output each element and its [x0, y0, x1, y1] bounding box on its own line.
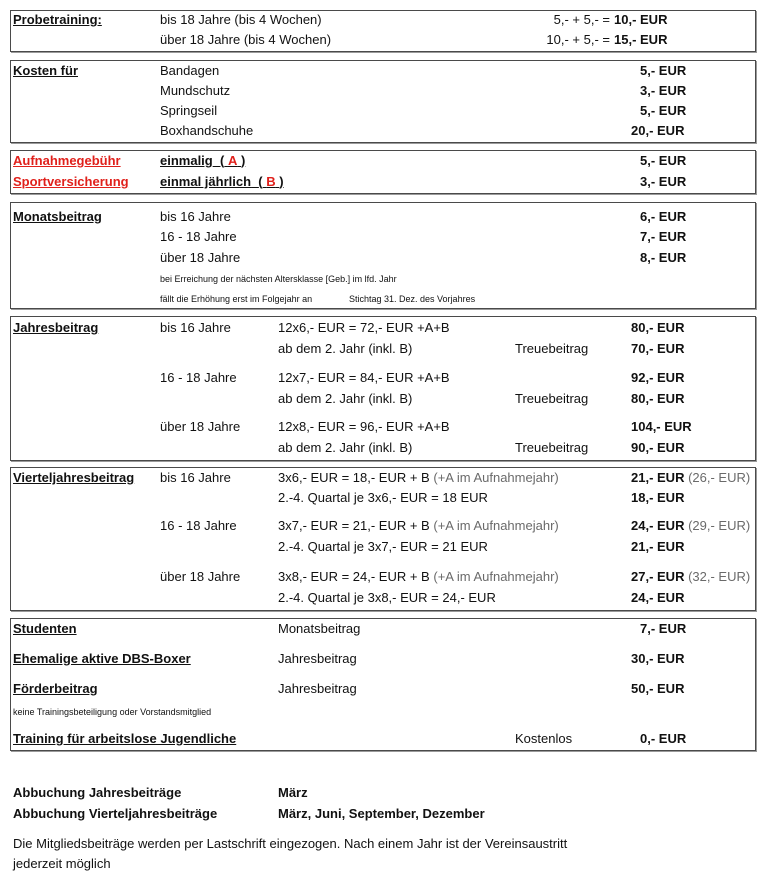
monatsbeitrag-price-1: 6,- EUR — [640, 209, 687, 224]
probetraining-price-2: 15,- EUR — [614, 32, 668, 47]
studenten-price: 7,- EUR — [640, 621, 687, 636]
jahresbeitrag-price2-1: 70,- EUR — [631, 341, 685, 356]
abbuchung-jahr-label: Abbuchung Jahresbeiträge — [13, 785, 182, 800]
abbuchung-viertel-value: März, Juni, September, Dezember — [278, 806, 485, 821]
probetraining-calc-2: 10,- + 5,- = — [546, 32, 610, 47]
monatsbeitrag-age-1: bis 16 Jahre — [160, 209, 231, 224]
probetraining-price-1: 10,- EUR — [614, 12, 668, 27]
viertel-price-note-3: (32,- EUR) — [688, 569, 751, 584]
studenten-label: Studenten — [13, 621, 77, 636]
sportversicherung-desc — [160, 174, 284, 190]
probetraining-calc-1: 5,- + 5,- = — [553, 12, 610, 27]
viertel-calc2-2: 2.-4. Quartal je 3x7,- EUR = 21 EUR — [278, 539, 488, 554]
monatsbeitrag-age-2: 16 - 18 Jahre — [160, 229, 237, 244]
dbs-boxer-type: Jahresbeitrag — [278, 651, 357, 666]
viertel-age-1: bis 16 Jahre — [160, 470, 231, 485]
foerderbeitrag-note: keine Trainingsbeteiligung oder Vorstandsmitglied — [13, 707, 212, 717]
monatsbeitrag-note-2a: fällt die Erhöhung erst im Folgejahr an — [160, 294, 313, 304]
monatsbeitrag-label: Monatsbeitrag — [13, 209, 102, 224]
viertel-price-note-2: (29,- EUR) — [688, 518, 751, 533]
jahresbeitrag-age-3: über 18 Jahre — [160, 419, 241, 434]
viertel-calc-text-2: 3x7,- EUR = 21,- EUR + B — [278, 518, 430, 533]
viertel-price-note-1: (26,- EUR) — [688, 470, 751, 485]
viertel-calc-note-2: (+A im Aufnahmejahr) — [433, 518, 559, 533]
probetraining-desc-2: über 18 Jahre (bis 4 Wochen) — [160, 32, 332, 47]
aufnahmegebuehr-desc-text: einmalig — [160, 153, 213, 168]
dbs-boxer-price: 30,- EUR — [631, 651, 685, 666]
monatsbeitrag-price-3: 8,- EUR — [640, 250, 687, 265]
jahresbeitrag-tag-3: Treuebeitrag — [515, 440, 589, 455]
aufnahmegebuehr-label: Aufnahmegebühr — [13, 153, 121, 168]
studenten-type: Monatsbeitrag — [278, 621, 361, 636]
jahresbeitrag-price2-2: 80,- EUR — [631, 391, 685, 406]
jahresbeitrag-label: Jahresbeitrag — [13, 320, 99, 335]
training-price: 0,- EUR — [640, 731, 687, 746]
viertel-price2-1: 18,- EUR — [631, 490, 685, 505]
viertel-age-2: 16 - 18 Jahre — [160, 518, 237, 533]
training-type: Kostenlos — [515, 731, 573, 746]
jahresbeitrag-tag-1: Treuebeitrag — [515, 341, 589, 356]
kosten-price-mundschutz: 3,- EUR — [640, 83, 687, 98]
kosten-price-bandagen: 5,- EUR — [640, 63, 687, 78]
abbuchung-viertel-label: Abbuchung Vierteljahresbeiträge — [13, 806, 218, 821]
viertel-age-3: über 18 Jahre — [160, 569, 241, 584]
kosten-item-springseil: Springseil — [160, 103, 218, 118]
jahresbeitrag-calc2-2: ab dem 2. Jahr (inkl. B) — [278, 391, 413, 406]
viertel-price-value-2: 24,- EUR — [631, 518, 685, 533]
viertel-calc-2 — [278, 518, 559, 534]
aufnahmegebuehr-desc — [160, 153, 245, 169]
footer-note-line-1: Die Mitgliedsbeiträge werden per Lastschrift eingezogen. Nach einem Jahr ist der Vereinsaustritt — [13, 836, 568, 851]
aufnahmegebuehr-code: A — [227, 153, 238, 168]
aufnahmegebuehr-paren-close: ) — [240, 153, 246, 168]
viertel-calc2-1: 2.-4. Quartal je 3x6,- EUR = 18 EUR — [278, 490, 488, 505]
jahresbeitrag-price-3: 104,- EUR — [631, 419, 692, 434]
viertel-price2-2: 21,- EUR — [631, 539, 685, 554]
jahresbeitrag-age-1: bis 16 Jahre — [160, 320, 231, 335]
sportversicherung-paren-close: ) — [279, 174, 284, 189]
aufnahmegebuehr-price: 5,- EUR — [640, 153, 687, 168]
sportversicherung-code: B — [266, 174, 276, 189]
jahresbeitrag-calc-1: 12x6,- EUR = 72,- EUR +A+B — [278, 320, 450, 335]
jahresbeitrag-calc-3: 12x8,- EUR = 96,- EUR +A+B — [278, 419, 450, 434]
jahresbeitrag-tag-2: Treuebeitrag — [515, 391, 589, 406]
jahresbeitrag-calc2-1: ab dem 2. Jahr (inkl. B) — [278, 341, 413, 356]
dbs-boxer-label: Ehemalige aktive DBS-Boxer — [13, 651, 191, 666]
jahresbeitrag-calc2-3: ab dem 2. Jahr (inkl. B) — [278, 440, 413, 455]
probetraining-desc-1: bis 18 Jahre (bis 4 Wochen) — [160, 12, 322, 27]
sportversicherung-label: Sportversicherung — [13, 174, 129, 189]
viertel-price-3 — [631, 569, 750, 585]
monatsbeitrag-note-2b: Stichtag 31. Dez. des Vorjahres — [349, 294, 476, 304]
viertel-calc-note-3: (+A im Aufnahmejahr) — [433, 569, 559, 584]
monatsbeitrag-note-1: bei Erreichung der nächsten Altersklasse [Geb.] im lfd. Jahr — [160, 274, 397, 284]
kosten-item-boxhandschuhe: Boxhandschuhe — [160, 123, 254, 138]
viertel-calc2-3: 2.-4. Quartal je 3x8,- EUR = 24,- EUR — [278, 590, 496, 605]
jahresbeitrag-price-1: 80,- EUR — [631, 320, 685, 335]
foerderbeitrag-label: Förderbeitrag — [13, 681, 98, 696]
kosten-price-boxhandschuhe: 20,- EUR — [631, 123, 685, 138]
viertel-calc-text-3: 3x8,- EUR = 24,- EUR + B — [278, 569, 430, 584]
monatsbeitrag-price-2: 7,- EUR — [640, 229, 687, 244]
jahresbeitrag-price-2: 92,- EUR — [631, 370, 685, 385]
viertel-calc-text-1: 3x6,- EUR = 18,- EUR + B — [278, 470, 430, 485]
footer-note-line-2: jederzeit möglich — [13, 856, 111, 871]
kosten-price-springseil: 5,- EUR — [640, 103, 687, 118]
training-label: Training für arbeitslose Jugendliche — [13, 731, 237, 746]
viertel-calc-note-1: (+A im Aufnahmejahr) — [433, 470, 559, 485]
jahresbeitrag-price2-3: 90,- EUR — [631, 440, 685, 455]
aufnahmegebuehr-paren-open: ( — [219, 153, 225, 168]
viertel-calc-1 — [278, 470, 559, 486]
sportversicherung-paren-open: ( — [258, 174, 263, 189]
viertel-price2-3: 24,- EUR — [631, 590, 685, 605]
probetraining-label: Probetraining: — [13, 12, 102, 27]
foerderbeitrag-type: Jahresbeitrag — [278, 681, 357, 696]
jahresbeitrag-calc-2: 12x7,- EUR = 84,- EUR +A+B — [278, 370, 450, 385]
foerderbeitrag-price: 50,- EUR — [631, 681, 685, 696]
viertel-price-value-1: 21,- EUR — [631, 470, 685, 485]
viertel-price-2 — [631, 518, 750, 534]
monatsbeitrag-age-3: über 18 Jahre — [160, 250, 241, 265]
jahresbeitrag-age-2: 16 - 18 Jahre — [160, 370, 237, 385]
viertel-price-value-3: 27,- EUR — [631, 569, 685, 584]
abbuchung-jahr-value: März — [278, 785, 308, 800]
kosten-item-mundschutz: Mundschutz — [160, 83, 231, 98]
viertel-price-1 — [631, 470, 750, 486]
sportversicherung-desc-text: einmal jährlich — [160, 174, 252, 189]
kosten-label: Kosten für — [13, 63, 78, 78]
viertel-calc-3 — [278, 569, 559, 585]
vierteljahresbeitrag-label: Vierteljahresbeitrag — [13, 470, 135, 485]
sportversicherung-price: 3,- EUR — [640, 174, 687, 189]
kosten-item-bandagen: Bandagen — [160, 63, 220, 78]
